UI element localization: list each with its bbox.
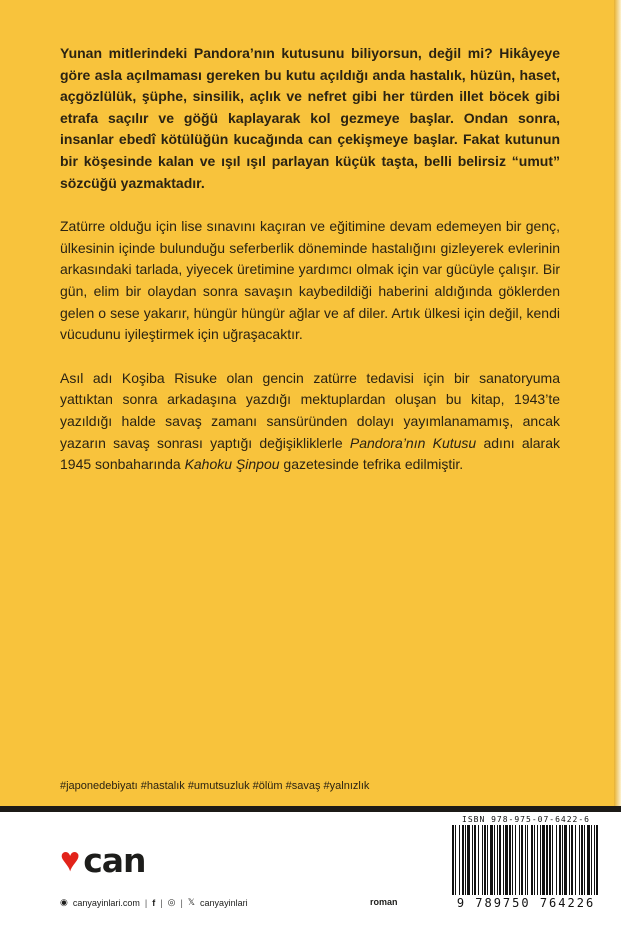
publisher-logo-text: can	[83, 840, 146, 880]
x-icon[interactable]: 𝕏	[187, 897, 196, 907]
barcode-bar	[512, 825, 513, 895]
barcode-bar	[497, 825, 498, 895]
barcode-bar	[542, 825, 545, 895]
barcode-bar	[571, 825, 573, 895]
barcode-bar	[474, 825, 476, 895]
publisher-website[interactable]: canyayinlari.com	[72, 897, 140, 908]
barcode-bar	[478, 825, 479, 895]
barcode-bar	[467, 825, 470, 895]
barcode-bar	[515, 825, 516, 895]
separator: |	[180, 897, 183, 908]
blurb-paragraph-2: Zatürre olduğu için lise sınavını kaçıran ve eğitimine devam edemeyen bir genç, ülkesinin içinde bulunduğu seferberlik döneminde hastalığını gizleyerek evlerinin arkasındaki tarlada, yiyecek üretimine yardımcı olmak için var gücüyle çalışır. Bir gün, elim bir olaydan sonra savaşın kaybedildiği haberini aldığında göklerden gelen o sese yakarır, hüngür hüngür ağlar ve af diler. Artık ülkesi için değil, kendi vücudunu iyileştirmek için uğraşacaktır.	[60, 218, 560, 343]
barcode-bar	[584, 825, 585, 895]
barcode-bar	[546, 825, 548, 895]
blurb-p3-text-c: gazetesinde tefrika edilmiştir.	[279, 456, 464, 473]
instagram-icon[interactable]: ◎	[167, 897, 176, 907]
barcode-bar	[472, 825, 473, 895]
barcode-bar	[459, 825, 460, 895]
barcode-bar	[559, 825, 561, 895]
barcode-bar	[452, 825, 454, 895]
blurb-p3-text-a: Asıl adı Koşiba Risuke olan gencin zatürre tedavisi için bir sanatoryuma yattıktan sonra arkadaşına yazdığı mektuplardan oluşan bu kitap, 1943’te yazıldığı halde savaş zamanı sansüründen dolayı yayımlanamamış, ancak yazarın savaş sonrası yaptığı değişikliklerle	[60, 369, 560, 451]
barcode-bar	[490, 825, 493, 895]
separator: |	[160, 897, 163, 908]
blurb-lead-paragraph: Yunan mitlerindeki Pandora’nın kutusunu biliyorsun, değil mi? Hikâyeye göre asla açılmaması gereken bu kutu açıldığı anda hastalık, hüzün, haset, açgözlülük, şüphe, sinsilik, açlık ve nefret gibi her türden illet böcek gibi etrafa saçılır ve göğü kaplayarak kol gezmeye başlar. Ondan sonra, insanlar ebedî kötülüğün kucağında can çekişmeye başlar. Fakat kutunun bir köşesinde kalan ve ışıl ışıl parlayan küçük taşta, belli belirsiz “umut” sözcüğü yazmaktadır.	[60, 45, 560, 191]
barcode-bar	[552, 825, 553, 895]
barcode-bar	[487, 825, 488, 895]
barcode-bar	[569, 825, 570, 895]
barcode-bar	[521, 825, 523, 895]
barcode-bars	[448, 825, 604, 895]
newspaper-name: Kahoku Şinpou	[184, 456, 280, 473]
barcode-bar	[596, 825, 598, 895]
barcode-bar	[564, 825, 567, 895]
barcode-bar	[562, 825, 563, 895]
facebook-icon[interactable]: f	[152, 897, 156, 908]
isbn-digits: 9 789750 764226	[456, 896, 596, 910]
barcode-bar	[527, 825, 528, 895]
barcode-bar	[519, 825, 520, 895]
barcode-bar	[462, 825, 464, 895]
barcode-bar	[509, 825, 511, 895]
barcode-bar	[549, 825, 551, 895]
barcode-bar	[575, 825, 576, 895]
barcode-bar	[505, 825, 508, 895]
social-handle[interactable]: canyayinlari	[200, 897, 248, 908]
barcode-bar	[455, 825, 456, 895]
genre-label: roman	[370, 897, 398, 907]
barcode-bar	[581, 825, 583, 895]
barcode-bar	[494, 825, 495, 895]
blurb-p3-text-b: adını alarak 1945 sonbaharında	[60, 434, 560, 473]
barcode-bar	[594, 825, 595, 895]
blurb	[60, 43, 560, 476]
barcode-bar	[482, 825, 483, 895]
publisher-logo	[60, 840, 146, 880]
book-title: Pandora’nın Kutusu	[349, 434, 477, 451]
barcode-bar	[591, 825, 592, 895]
heart-icon: ♥	[60, 841, 81, 879]
barcode	[440, 814, 612, 918]
barcode-bar	[540, 825, 541, 895]
barcode-bar	[484, 825, 486, 895]
barcode-bar	[556, 825, 557, 895]
barcode-bar	[465, 825, 466, 895]
barcode-bar	[499, 825, 501, 895]
barcode-bar	[579, 825, 580, 895]
barcode-bar	[531, 825, 533, 895]
hashtags: #japonedebiyatı #hastalık #umutsuzluk #ölüm #savaş #yalnızlık	[60, 780, 370, 792]
barcode-bar	[537, 825, 538, 895]
blurb-paragraph-3	[60, 368, 560, 476]
publisher-footer	[60, 897, 248, 908]
barcode-bar	[503, 825, 504, 895]
barcode-bar	[587, 825, 590, 895]
globe-icon: ◉	[60, 897, 68, 907]
page-edge	[614, 0, 621, 931]
barcode-bar	[534, 825, 535, 895]
separator: |	[144, 897, 148, 908]
barcode-bar	[525, 825, 526, 895]
isbn-label: ISBN 978-975-07-6422-6	[462, 815, 590, 824]
